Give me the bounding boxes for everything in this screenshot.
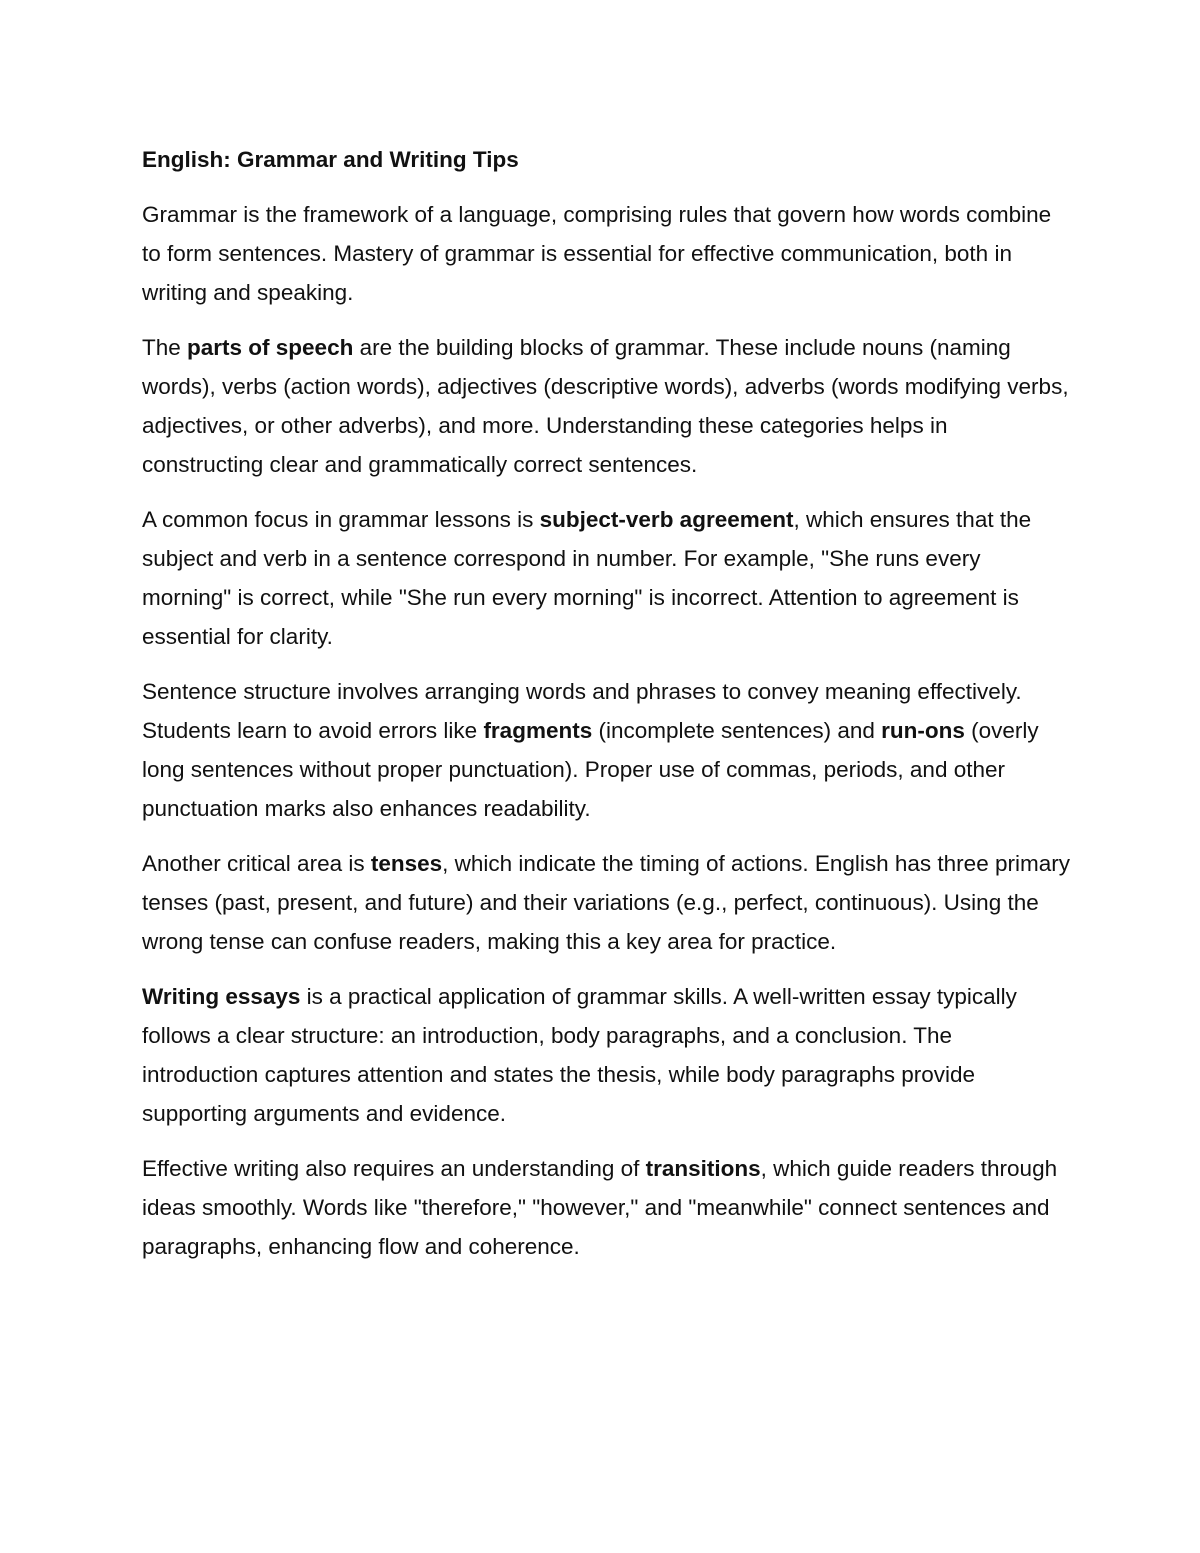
bold-term: tenses: [370, 851, 443, 876]
paragraph-text: , which indicate the timing of actions. English has three primary tenses (past, present, and future) and their variations (e.g., perfect, continuous). Using the wrong tense can confuse readers, making this a key area for practice.: [142, 851, 1070, 954]
bold-term: run-ons: [881, 718, 965, 743]
bold-term: fragments: [483, 718, 593, 743]
paragraph-list: [142, 195, 1072, 1266]
paragraph-text: The: [142, 335, 188, 360]
paragraph-text: Grammar is the framework of a language, comprising rules that govern how words combine to form sentences. Mastery of grammar is essential for effective communication, both in writing and speaking.: [142, 202, 1052, 305]
paragraph: [142, 500, 1072, 656]
paragraph-text: Sentence structure involves arranging words and phrases to convey meaning effectively. Students learn to avoid errors like: [142, 679, 1022, 743]
paragraph-text: Effective writing also requires an understanding of: [142, 1156, 646, 1181]
paragraph-text: Another critical area is: [142, 851, 371, 876]
bold-term: Writing essays: [142, 984, 301, 1009]
paragraph: [142, 977, 1072, 1133]
paragraph: [142, 844, 1072, 961]
bold-term: transitions: [645, 1156, 761, 1181]
paragraph: [142, 1149, 1072, 1266]
paragraph-text: A common focus in grammar lessons is: [142, 507, 540, 532]
paragraph-text: (overly long sentences without proper punctuation). Proper use of commas, periods, and other punctuation marks also enhances readability.: [142, 718, 1039, 821]
document-title: English: Grammar and Writing Tips: [142, 147, 519, 172]
document-body: [142, 140, 1072, 1282]
paragraph-text: , which guide readers through ideas smoothly. Words like "therefore," "however," and "meanwhile" connect sentences and paragraphs, enhancing flow and coherence.: [142, 1156, 1058, 1259]
paragraph: [142, 195, 1072, 312]
paragraph-text: , which ensures that the subject and verb in a sentence correspond in number. For example, "She runs every morning" is correct, while "She run every morning" is incorrect. Attention to agreement is essential for clarity.: [142, 507, 1032, 649]
paragraph-text: (incomplete sentences) and: [592, 718, 882, 743]
paragraph-text: are the building blocks of grammar. These include nouns (naming words), verbs (action words), adjectives (descriptive words), adverbs (words modifying verbs, adjectives, or other adverbs), and more. Understanding these categories helps in constructing clear and grammatically correct sentences.: [142, 335, 1069, 477]
paragraph: [142, 328, 1072, 484]
paragraph: [142, 672, 1072, 828]
bold-term: subject-verb agreement: [539, 507, 794, 532]
paragraph-text: is a practical application of grammar skills. A well-written essay typically follows a clear structure: an introduction, body paragraphs, and a conclusion. The introduction captures attention and states the thesis, while body paragraphs provide supporting arguments and evidence.: [142, 984, 1017, 1126]
bold-term: parts of speech: [187, 335, 354, 360]
